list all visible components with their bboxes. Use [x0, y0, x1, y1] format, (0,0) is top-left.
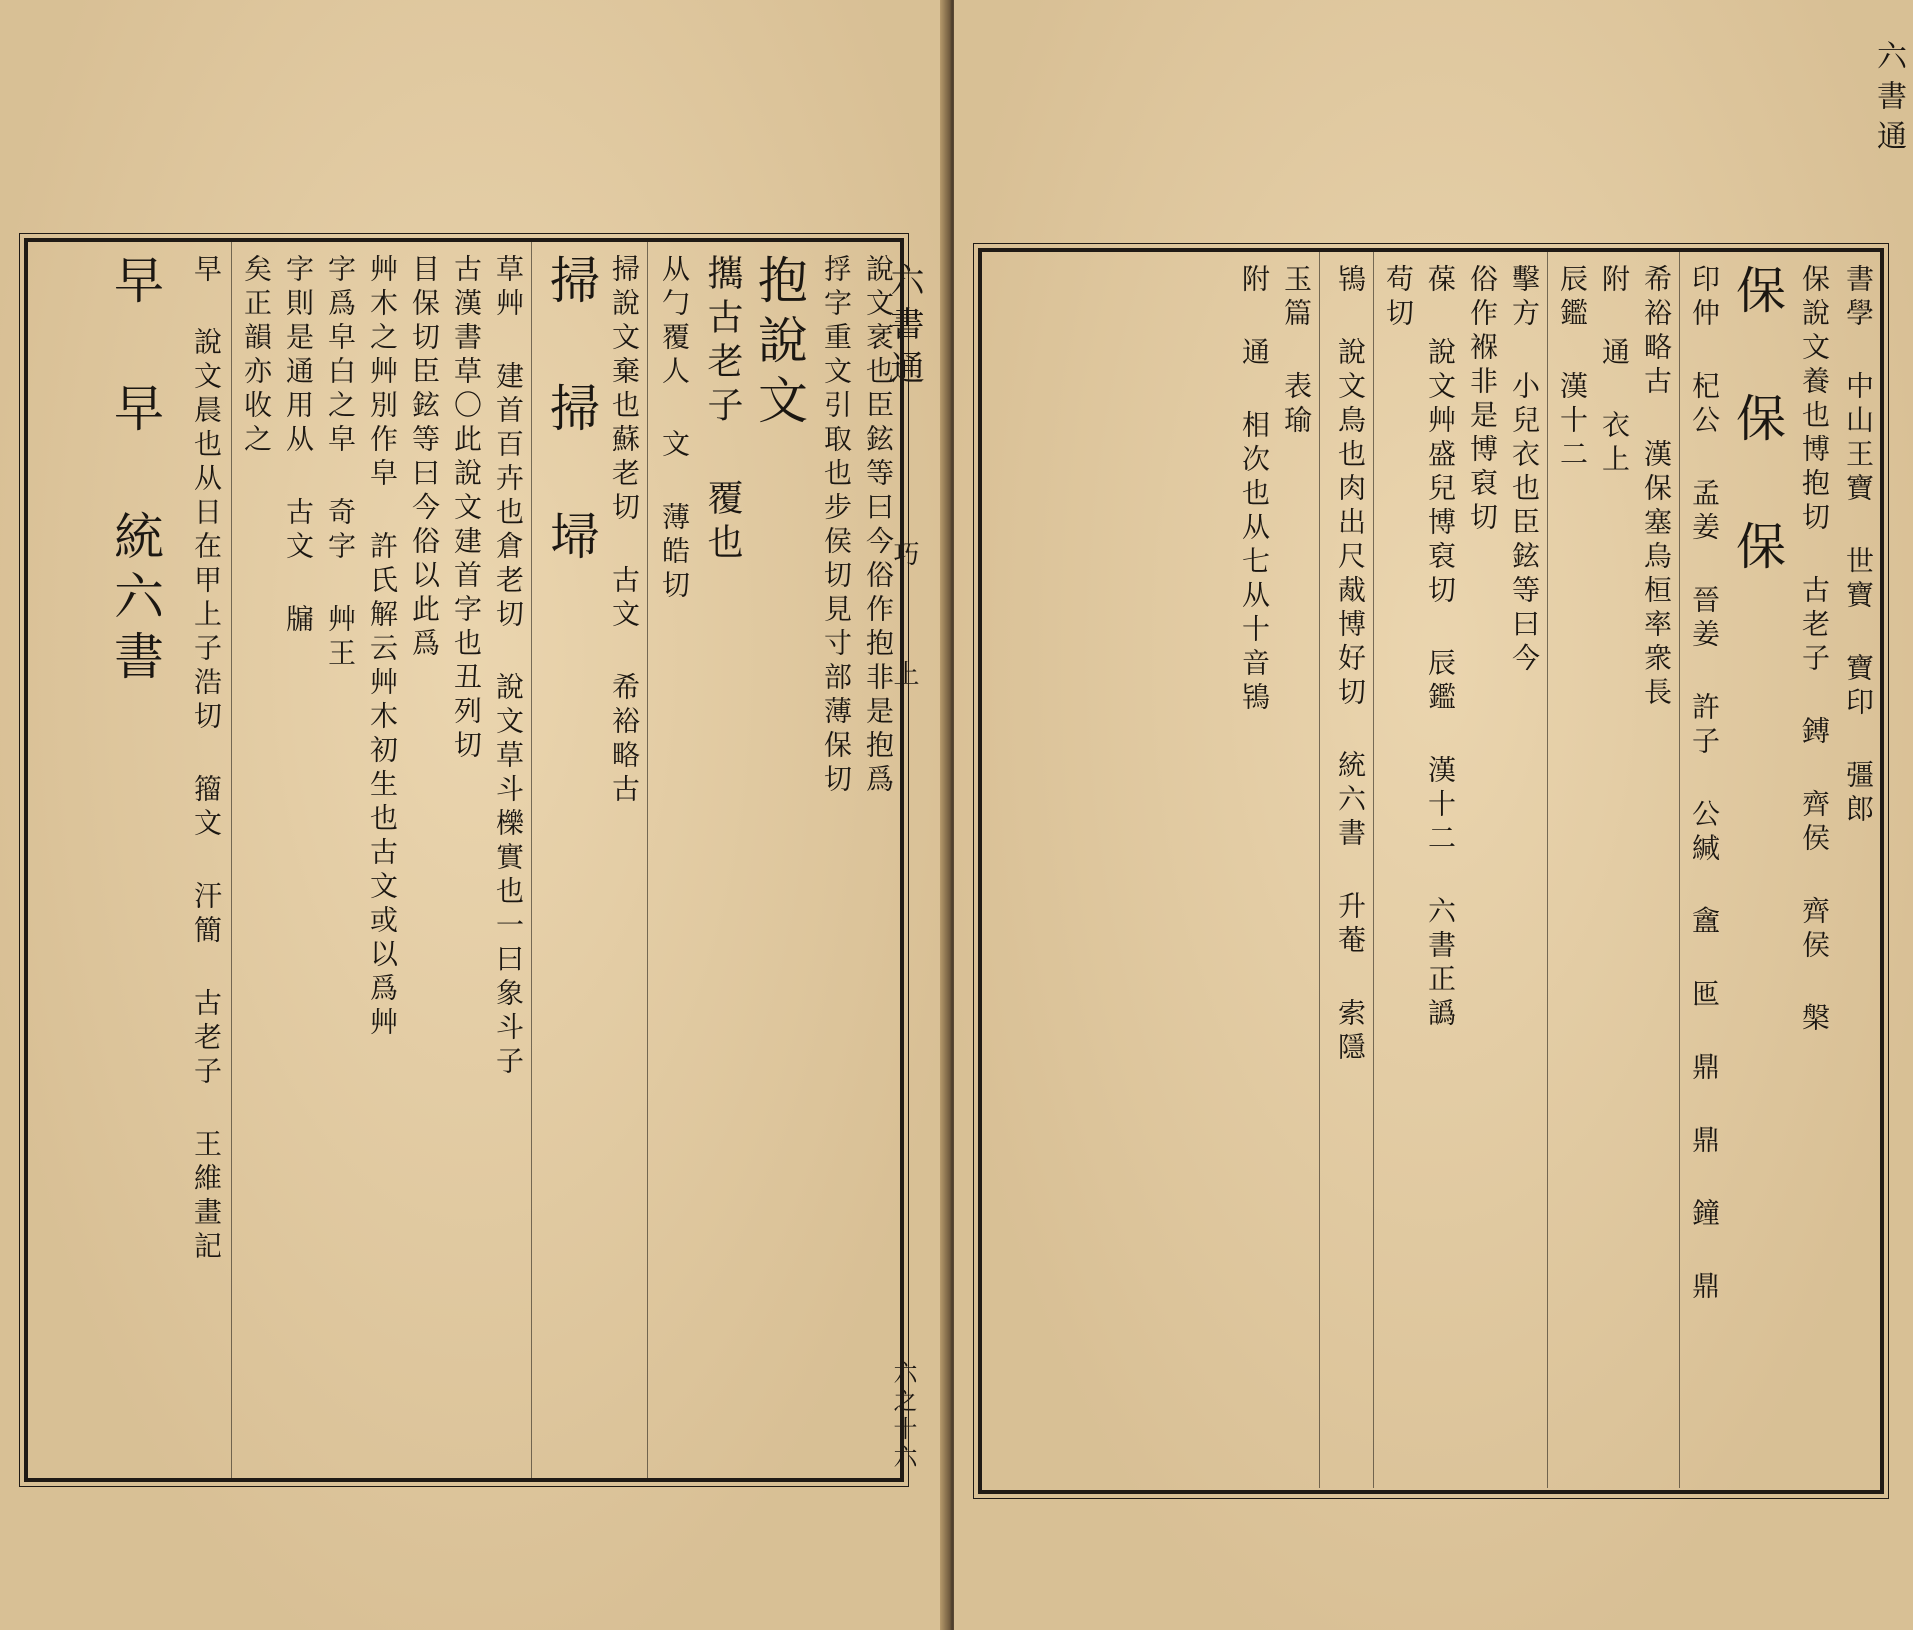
- right-column-5: 希裕略古 漢保塞烏桓率衆長: [1640, 264, 1673, 711]
- right-column-13: 玉篇 表瑜: [1280, 264, 1313, 439]
- right-column-12: 鴇 說文鳥也肉出尺胾博好切 統六書 升菴 索隱: [1334, 264, 1367, 1066]
- left-column-4: 𢹂古老子 覆也: [702, 254, 743, 567]
- right-column-9: 俗作褓非是博裒切: [1466, 264, 1499, 536]
- left-column-15: 早 說文晨也从日在甲上子浩切 籀文 汗簡 古老子 王維畫記: [190, 254, 223, 1265]
- right-column-10: 葆 說文艸盛兒博裒切 辰鑑 漢十二 六書正譌: [1424, 264, 1457, 1032]
- right-column-14: 附 通 相次也从七从十音鴇: [1238, 264, 1271, 716]
- left-margin-volume: 巧: [889, 540, 919, 576]
- left-column-10: 目保切臣鉉等曰今俗以此爲: [408, 254, 441, 662]
- column-rule: [1319, 252, 1320, 1488]
- left-page: [0, 0, 951, 1630]
- right-column-1: 書學 中山王寶 世寶 寶印 彊郎: [1842, 264, 1875, 828]
- left-column-8: 草艸 建首百卉也倉老切 說文草斗櫟實也一曰象斗子: [492, 254, 525, 1080]
- left-column-3: 抱說文: [750, 254, 808, 434]
- column-rule: [647, 242, 648, 1478]
- left-text-frame: [24, 238, 904, 1482]
- left-margin-title: 六書通: [884, 262, 924, 394]
- right-page: [954, 0, 1913, 1630]
- column-rule: [1547, 252, 1548, 1488]
- left-column-13: 字則是通用从 古文 牖: [282, 254, 315, 638]
- column-rule: [531, 242, 532, 1478]
- left-column-2: 捊字重文引取也步侯切見寸部薄保切: [820, 254, 853, 798]
- left-column-1: 說文衺也臣鉉等曰今俗作抱非是抱爲: [862, 254, 895, 798]
- right-column-6: 附 通 衣上: [1598, 264, 1631, 478]
- left-column-7: 掃 掃 埽: [542, 254, 600, 570]
- right-text-frame: [978, 248, 1884, 1494]
- right-column-2: 保說文養也博抱切 古老子 鎛 齊侯 齊侯 槃: [1798, 264, 1831, 1037]
- left-column-5: 从勹覆人 文 薄皓切: [658, 254, 691, 604]
- left-margin-section: 上: [889, 660, 919, 696]
- right-column-7: 辰鑑 漢十二: [1556, 264, 1589, 473]
- column-rule: [1679, 252, 1680, 1488]
- left-column-11: 艸木之艸別作皁 許氏解云艸木初生也古文或以爲艸: [366, 254, 399, 1041]
- left-margin-folio: 六之十六: [889, 1360, 917, 1472]
- left-column-16: 早 早 統六書: [106, 254, 164, 690]
- right-margin-title: 六書通: [1871, 40, 1906, 160]
- right-column-8: 擊方 小兒衣也臣鉉等曰今: [1508, 264, 1541, 677]
- right-column-11: 苟切: [1382, 264, 1415, 332]
- left-column-14: 矣正韻亦收之: [240, 254, 273, 458]
- column-rule: [231, 242, 232, 1478]
- column-rule: [1373, 252, 1374, 1488]
- left-column-6: 掃說文棄也蘇老切 古文 希裕略古: [608, 254, 641, 808]
- right-column-4: 印仲 杞公 孟姜 晉姜 許子 公緘 盦 匜 鼎 鼎 鐘 鼎: [1688, 264, 1721, 1305]
- left-column-12: 字爲皁白之皁 奇字 艸王: [324, 254, 357, 672]
- right-column-3: 保 保 保: [1728, 264, 1786, 580]
- left-column-9: 古漢書草〇此說文建首字也丑列切: [450, 254, 483, 764]
